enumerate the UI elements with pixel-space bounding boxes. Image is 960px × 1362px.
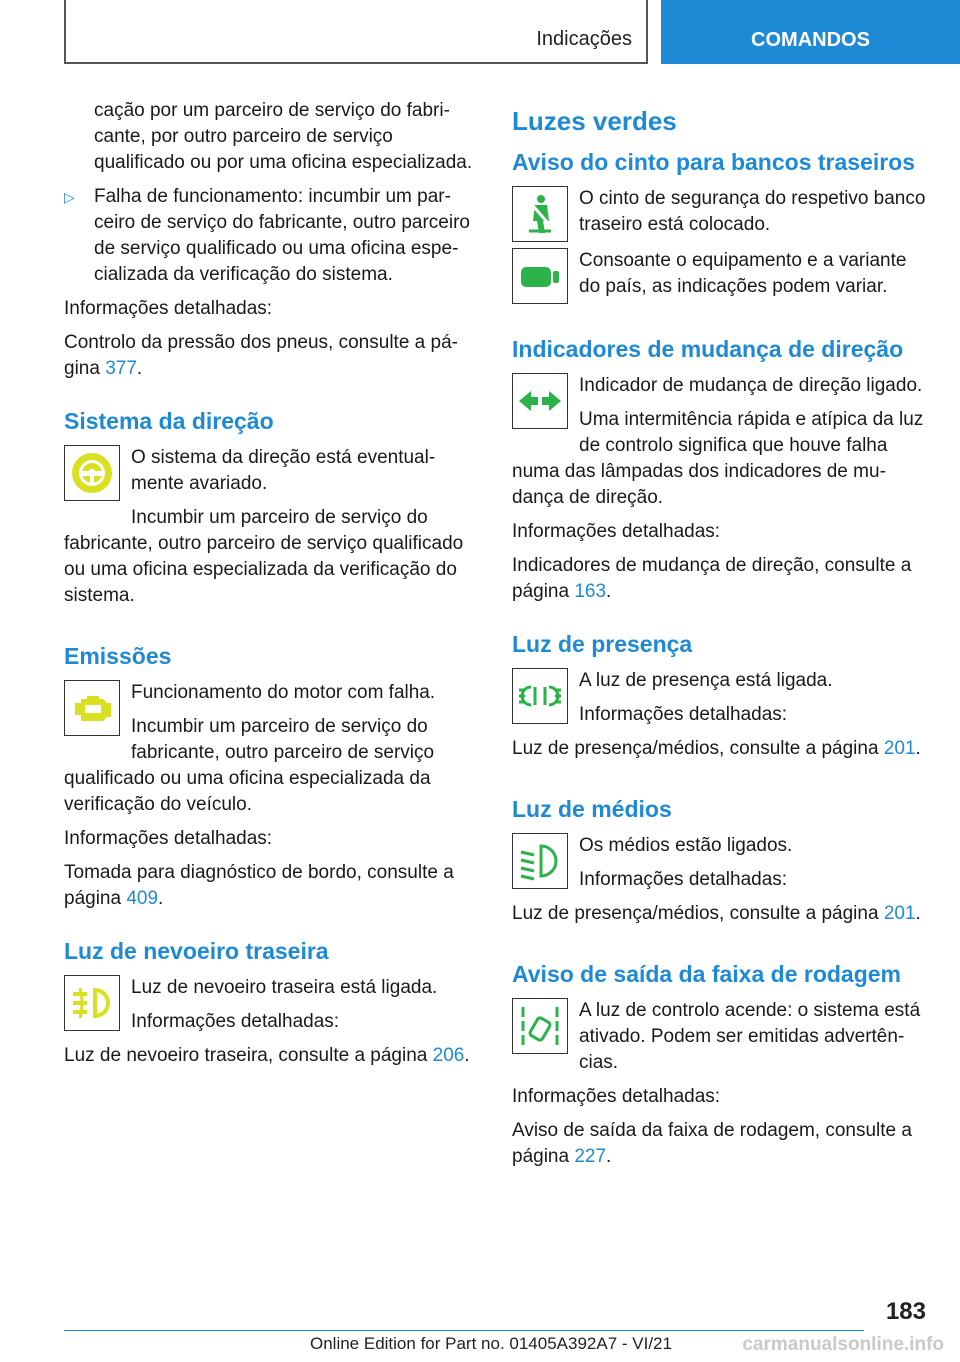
parking-light-icon — [512, 668, 568, 724]
rear-fog-light-icon — [64, 975, 120, 1031]
lane-block — [512, 998, 928, 1084]
emissions-reference: Tomada para diagnóstico de bordo, consulte a página 409. — [64, 862, 454, 909]
parking-text-1: A luz de presença está ligada. — [579, 670, 833, 691]
intro-continuation: cação por um parceiro de serviço do fabricante, por outro parceiro de serviço qualificado ou por uma oficina especializada. — [94, 100, 473, 173]
seatbelt-block — [512, 186, 928, 248]
section-title-lane-departure: Aviso de saída da faixa de rodagem — [512, 961, 902, 987]
header-chapter-tab[interactable]: COMANDOS — [661, 0, 960, 64]
bullet-triangle-icon: ▷ — [64, 189, 75, 205]
section-title-low-beam: Luz de médios — [512, 796, 672, 822]
turn-text-1: Indicador de mudança de direção ligado. — [579, 375, 923, 396]
bullet-item — [64, 184, 476, 288]
emissions-text-2: Incumbir um parceiro de serviço do fabricante, outro parceiro de serviço qualificado ou uma oficina especializada da verificação do veículo. — [64, 716, 435, 815]
page-link[interactable]: 409 — [126, 888, 159, 909]
emissions-block — [64, 680, 476, 826]
page-number: 183 — [885, 1298, 926, 1325]
section-title-emissions: Emissões — [64, 643, 172, 669]
section-title-turn-indicators: Indicadores de mudança de direção — [512, 336, 904, 362]
turn-info-label: Informações detalhadas: — [512, 521, 721, 542]
steering-text-1: O sistema da direção está eventualmente avariado. — [131, 447, 436, 494]
turn-text-2: Uma intermitência rápida e atípica da luz de controlo significa que houve falha numa das lâmpadas dos indicadores de mudança de direção. — [512, 409, 924, 508]
info-label: Informações detalhadas: — [64, 298, 273, 319]
page-link[interactable]: 201 — [883, 903, 916, 924]
header-section-title: Indicações — [536, 28, 632, 50]
low-beam-icon — [512, 833, 568, 889]
page-link[interactable]: 377 — [105, 358, 137, 379]
right-column — [512, 98, 928, 1178]
lane-departure-icon — [512, 998, 568, 1054]
section-title-rear-fog: Luz de nevoeiro traseira — [64, 938, 329, 964]
section-title-steering: Sistema da direção — [64, 408, 274, 434]
emissions-info-label: Informações detalhadas: — [64, 828, 273, 849]
lowbeam-text-1: Os médios estão ligados. — [579, 835, 793, 856]
engine-warning-icon — [64, 680, 120, 736]
section-title-seatbelt: Aviso do cinto para bancos traseiros — [512, 149, 916, 175]
turn-signal-arrows-icon — [512, 373, 568, 429]
steering-warning-icon — [64, 445, 120, 501]
steering-text-2: Incumbir um parceiro de serviço do fabricante, outro parceiro de serviço qualificado ou uma oficina especializada da verificação do sistema. — [64, 507, 464, 606]
rear-fog-reference: Luz de nevoeiro traseira, consulte a página 206. — [64, 1045, 470, 1066]
left-column — [64, 98, 476, 1077]
page-link[interactable]: 206 — [432, 1045, 465, 1066]
main-title-green-lights: Luzes verdes — [512, 106, 677, 136]
parking-block — [512, 668, 928, 770]
page-link[interactable]: 201 — [883, 738, 916, 759]
lowbeam-block — [512, 833, 928, 935]
steering-block — [64, 445, 476, 617]
seatbelt-text-2: Consoante o equipamento e a variante do país, as indicações podem variar. — [579, 250, 907, 297]
rear-fog-block — [64, 975, 476, 1077]
turn-block — [512, 373, 928, 511]
seatbelt-variant-icon — [512, 248, 568, 304]
rear-fog-info-label: Informações detalhadas: — [131, 1011, 340, 1032]
section-title-parking-light: Luz de presença — [512, 631, 693, 657]
lane-reference: Aviso de saída da faixa de rodagem, consulte a página 227. — [512, 1120, 912, 1167]
parking-info-label: Informações detalhadas: — [579, 704, 788, 725]
lane-info-label: Informações detalhadas: — [512, 1086, 721, 1107]
page-link[interactable]: 163 — [574, 581, 607, 602]
seatbelt-variant-block — [512, 248, 928, 310]
parking-reference: Luz de presença/médios, consulte a página 201. — [512, 738, 921, 759]
lowbeam-reference: Luz de presença/médios, consulte a página 201. — [512, 903, 921, 924]
edition-note: Online Edition for Part no. 01405A392A7 - VI/21 — [310, 1334, 672, 1353]
emissions-text-1: Funcionamento do motor com falha. — [131, 682, 436, 703]
lowbeam-info-label: Informações detalhadas: — [579, 869, 788, 890]
footer-divider — [64, 1330, 864, 1331]
lane-text-1: A luz de controlo acende: o sistema está ativado. Podem ser emitidas advertências. — [579, 1000, 921, 1073]
bullet-text: Falha de funcionamento: incumbir um parceiro de serviço do fabricante, outro parceiro de serviço qualificado ou uma oficina especializada da verificação do sistema. — [94, 186, 470, 285]
rear-fog-text-1: Luz de nevoeiro traseira está ligada. — [131, 977, 438, 998]
page-link[interactable]: 227 — [574, 1146, 607, 1167]
seatbelt-text-1: O cinto de segurança do respetivo banco traseiro está colocado. — [579, 188, 926, 235]
cross-reference: Controlo da pressão dos pneus, consulte a página 377. — [64, 332, 458, 379]
turn-reference: Indicadores de mudança de direção, consulte a página 163. — [512, 555, 912, 602]
watermark: carmanualsonline.info — [742, 1334, 944, 1355]
seatbelt-indicator-icon — [512, 186, 568, 242]
